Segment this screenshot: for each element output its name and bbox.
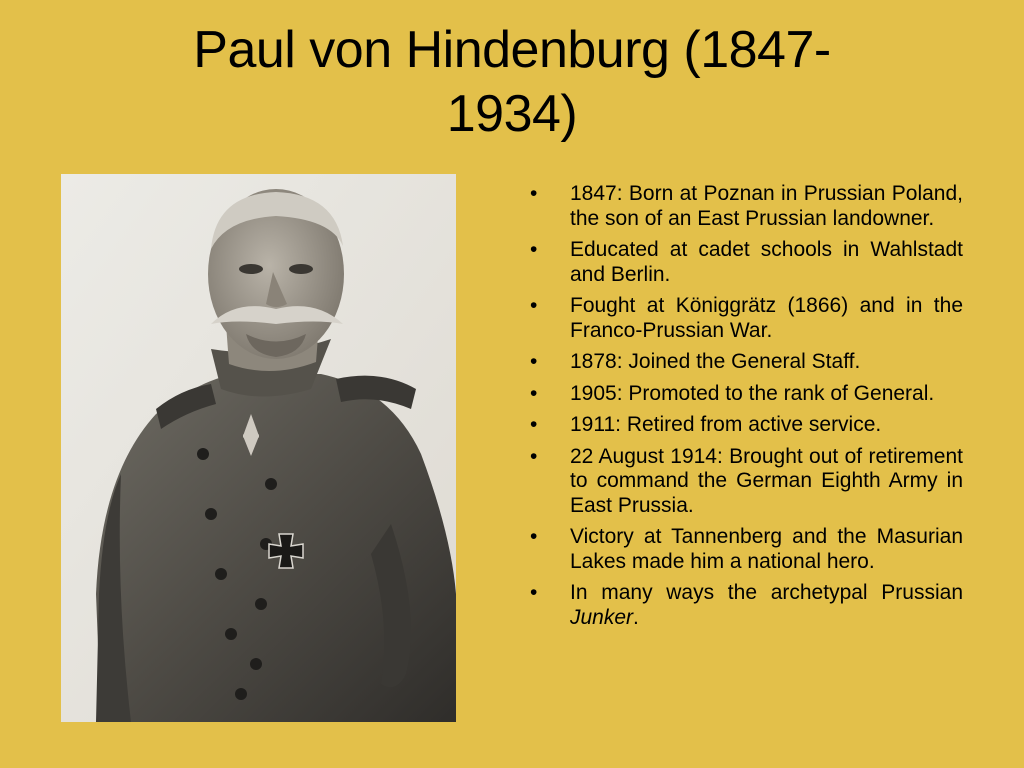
- bullet-marker: •: [530, 413, 538, 436]
- bullet-text-before: In many ways the archetypal Prussian: [570, 581, 963, 604]
- portrait-illustration: [61, 174, 456, 722]
- bullet-item: [530, 350, 963, 375]
- bullet-item: [530, 182, 963, 231]
- bullet-item: [530, 413, 963, 438]
- bullet-text: Victory at Tannenberg and the Masurian Lakes made him a national hero.: [570, 525, 963, 573]
- bullet-marker: •: [530, 294, 538, 317]
- bullet-item: [530, 294, 963, 343]
- bullet-item: [530, 382, 963, 407]
- bullet-text-italic: Junker: [570, 605, 634, 629]
- bullet-text: 1905: Promoted to the rank of General.: [570, 381, 935, 405]
- bullet-text: 1847: Born at Poznan in Prussian Poland, the son of an East Prussian landowner.: [570, 182, 963, 230]
- bullet-item: [530, 525, 963, 574]
- bullet-marker: •: [530, 444, 538, 468]
- bullet-item: [530, 581, 963, 630]
- bullet-marker: •: [530, 581, 538, 604]
- title-line-2: 1934): [446, 85, 578, 143]
- bullet-text: Educated at cadet schools in Wahlstadt and Berlin.: [570, 238, 963, 286]
- bullet-item: [530, 238, 963, 287]
- bullet-item: [530, 445, 963, 519]
- portrait-photo: [61, 174, 456, 722]
- bullet-marker: •: [530, 238, 538, 261]
- bullet-marker: •: [530, 525, 538, 548]
- bullet-marker: •: [530, 381, 538, 405]
- bullet-list: [530, 182, 963, 637]
- bullet-text: 22 August 1914: Brought out of retirement to command the German Eighth Army in East Prussia.: [570, 444, 963, 517]
- bullet-marker: •: [530, 182, 538, 205]
- bullet-marker: •: [530, 350, 538, 373]
- slide-title: [60, 18, 964, 146]
- bullet-text: Fought at Königgrätz (1866) and in the Franco-Prussian War.: [570, 294, 963, 342]
- bullet-text: [570, 581, 963, 629]
- title-line-1: Paul von Hindenburg (1847-: [193, 21, 831, 79]
- bullet-text: 1878: Joined the General Staff.: [570, 350, 861, 373]
- bullet-text: 1911: Retired from active service.: [570, 413, 882, 436]
- bullet-text-after: .: [633, 605, 639, 629]
